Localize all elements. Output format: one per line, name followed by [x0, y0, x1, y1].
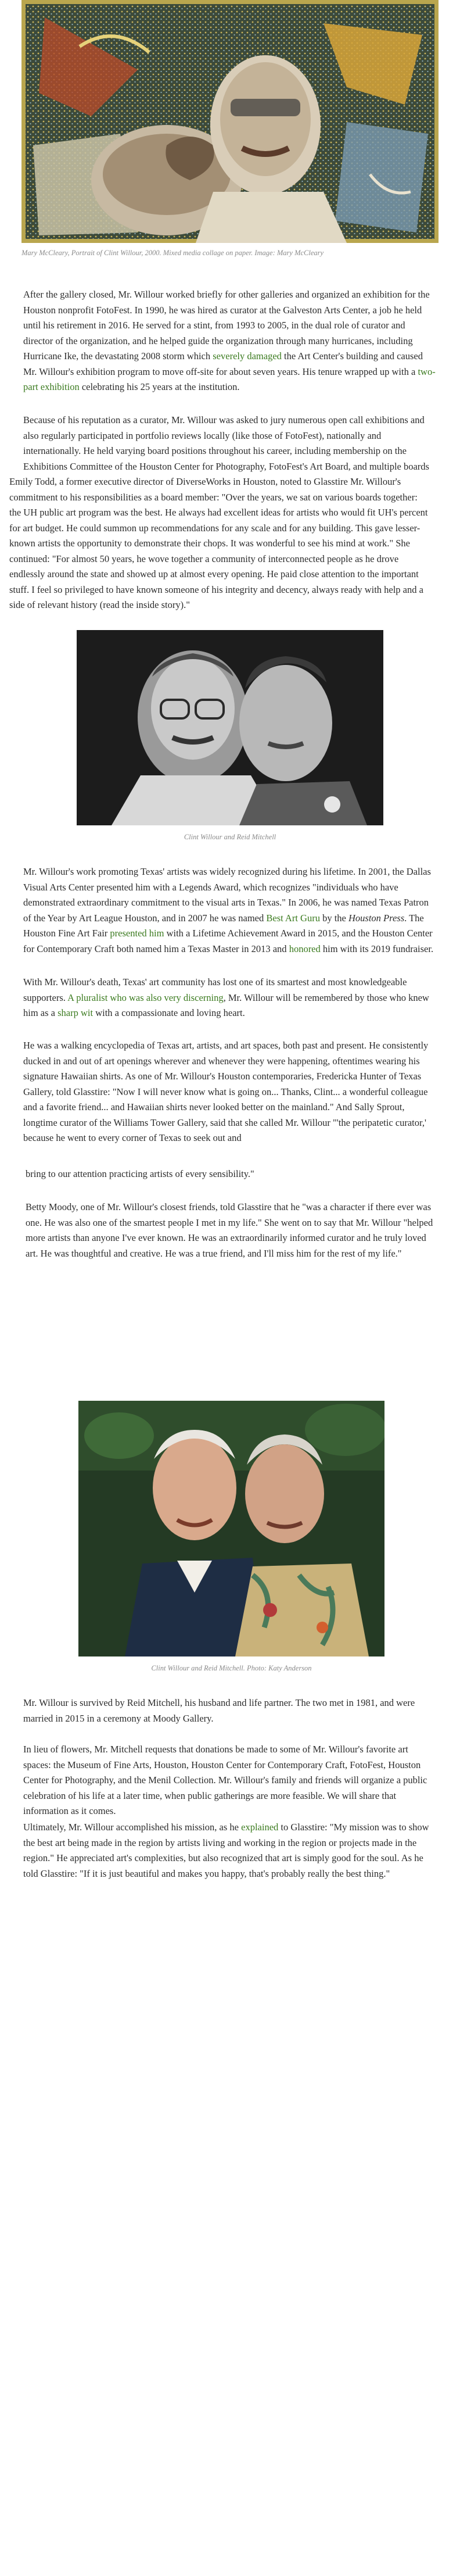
best-art-guru-link[interactable]: Best Art Guru	[266, 912, 320, 924]
paragraph-text: to Glasstire: "My mission was to show the best art being made in the region by artists living and working in the region or projects made in the region." He appreciated art's complexities, but also recognized that art is simply good for the soul. As he told Glasstire: "If it is just beautiful and makes you happy, that's probably really the best thing."	[23, 1822, 429, 1879]
paragraph-text: the Art Center's building and caused Mr. Willour's exhibition program to move off-site for about seven years. His tenure wrapped up with a	[23, 350, 423, 377]
willour-mitchell-color-photo	[78, 1401, 384, 1656]
paragraph-betty-moody-quote: Betty Moody, one of Mr. Willour's closest friends, told Glasstire that he "was a character if there ever was one. He was also one of the smartest people I met in my life." She went on to say that Mr. Willour "helped more artists than anyone I've ever known. He was an extraordinarily informed curator and he truly loved art. He was thoughtful and creative. He was a true friend, and I'll miss him for the rest of my life."	[26, 1201, 433, 1259]
paragraph-text: With Mr. Willour's death, Texas' art community has lost one of its smartest and most knowledgeable supporters.	[23, 976, 407, 1003]
collage-illustration	[21, 0, 439, 243]
paragraph-text: with a compassionate and loving heart.	[93, 1007, 245, 1018]
paragraph-continuation: bring to our attention practicing artists of every sensibility."	[26, 1168, 254, 1179]
pluralist-link[interactable]: A pluralist who was also very discerning	[67, 992, 224, 1003]
willour-mitchell-bw-photo	[77, 630, 383, 825]
paragraph-curator-reputation: Because of his reputation as a curator, Mr. Willour was asked to jury numerous open call exhibitions and also regularly participated in portfolio reviews locally (like those of FotoFest), nationally and internationally. He held varying board positions throughout his career, including membership on the Exhibitions Committee of the Houston Center for Photography, FotoFest's Art Board, and multiple boards	[23, 414, 429, 472]
paragraph-text: him with its 2019 fundraiser.	[320, 943, 434, 954]
houston-press-title: Houston Press	[348, 912, 405, 924]
sharp-wit-link[interactable]: sharp wit	[58, 1007, 94, 1018]
paragraph-survived-by: Mr. Willour is survived by Reid Mitchell, his husband and life partner. The two met in 1981, and were married in 2015 in a ceremony at Moody Gallery.	[23, 1697, 415, 1724]
figure-caption-1: Mary McCleary, Portrait of Clint Willour, 2000. Mixed media collage on paper. Image: Mary McCleary	[21, 249, 324, 257]
paragraph-text: . The Houston Fine Art Fair	[23, 912, 424, 939]
paragraph-recognition	[23, 864, 436, 957]
bw-photo-illustration	[77, 630, 383, 825]
presented-him-link[interactable]: presented him	[110, 928, 164, 939]
figure-caption-2: Clint Willour and Reid Mitchell	[184, 833, 276, 841]
portrait-collage-image	[21, 0, 439, 243]
honored-link[interactable]: honored	[289, 943, 321, 954]
paragraph-text: by the	[319, 912, 349, 924]
paragraph-text: , Mr. Willour will be remembered by those who knew him as a	[23, 992, 429, 1018]
figure-caption-3: Clint Willour and Reid Mitchell. Photo: Katy Anderson	[151, 1664, 312, 1672]
severely-damaged-link[interactable]: severely damaged	[213, 350, 282, 362]
two-part-exhibition-link[interactable]: two-part exhibition	[23, 366, 436, 392]
paragraph-walking-encyclopedia: He was a walking encyclopedia of Texas art, artists, and art spaces, both past and present. He consistently ducked in and out of art openings wherever and whenever they were happening, oftentimes wearing his signature Hawaiian shirts. As one of Mr. Willour's Houston contemporaries, Fredericka Hunter of Texas Gallery, told Glasstire: "Now I will never know what is going on... Thanks, Clint... a wonderful colleague and a favorite friend... and Hawaiian shirts never looked better on the mainland." And Sally Sprout, longtime curator of the Williams Tower Gallery, said that she called Mr. Willour "'the peripatetic curator,' because he went to every corner of Texas to seek out and	[23, 1040, 429, 1143]
paragraph-text: Ultimately, Mr. Willour accomplished his mission, as he	[23, 1822, 242, 1833]
paragraph-text: celebrating his 25 years at the institution.	[79, 381, 240, 392]
paragraph-career-galveston	[23, 287, 436, 395]
paragraph-loss	[23, 975, 436, 1021]
paragraph-emily-todd-quote: Emily Todd, a former executive director of DiverseWorks in Houston, noted to Glasstire Mr. Willour's commitment to his responsibilities as a board member: "Over the years, we sat on various boards together: the UH public art program was the best. He always had excellent ideas for artists who would fit UH's percent for art budget. He could summon up recommendations for any scale and for any building. This gave lesser-known artists the opportunity to demonstrate their chops. It was wonderful to see his mind at work." She continued: "For almost 50 years, he wove together a community of interconnected people as he drove endlessly around the state and showed up at almost every opening. He paid close attention to the important stuff. I feel so privileged to have known someone of his integrity and decency, always ready with help and a side of relevant history (read the inside story)."	[9, 476, 428, 610]
explained-link[interactable]: explained	[241, 1822, 279, 1833]
paragraph-mission	[23, 1820, 436, 1881]
paragraph-donations: In lieu of flowers, Mr. Mitchell requests that donations be made to some of Mr. Willour's favorite art spaces: the Museum of Fine Arts, Houston, Houston Center for Contemporary Craft, FotoFest, Houston Center for Photography, and the Menil Collection. Mr. Willour's family and friends will organize a public celebration of his life at a later time, when public gatherings are more feasible. We will share that information as it comes.	[23, 1744, 427, 1816]
paragraph-text: After the gallery closed, Mr. Willour worked briefly for other galleries and organized an exhibition for the Houston nonprofit FotoFest. In 1990, he was hired as curator at the Galveston Arts Center, a job he held until his retirement in 2016. He served for a stint, from 1993 to 2005, in the dual role of curator and director of the organization, and he helped guide the organization through many hurricanes, including Hurricane Ike, the devastating 2008 storm which	[23, 289, 430, 362]
color-photo-illustration	[78, 1401, 384, 1656]
paragraph-text: Mr. Willour's work promoting Texas' artists was widely recognized during his lifetime. In 2001, the Dallas Visual Arts Center presented him with a Legends Award, which recognizes "individuals who have demonstrated extraordinary commitment to the visual arts in Texas." In 2006, he was named Texas Patron of the Year by Art League Houston, and in 2007 he was named	[23, 866, 431, 924]
paragraph-text: with a Lifetime Achievement Award in 2015, and the Houston Center for Contemporary Craft both named him a Texas Master in 2013 and	[23, 928, 433, 954]
